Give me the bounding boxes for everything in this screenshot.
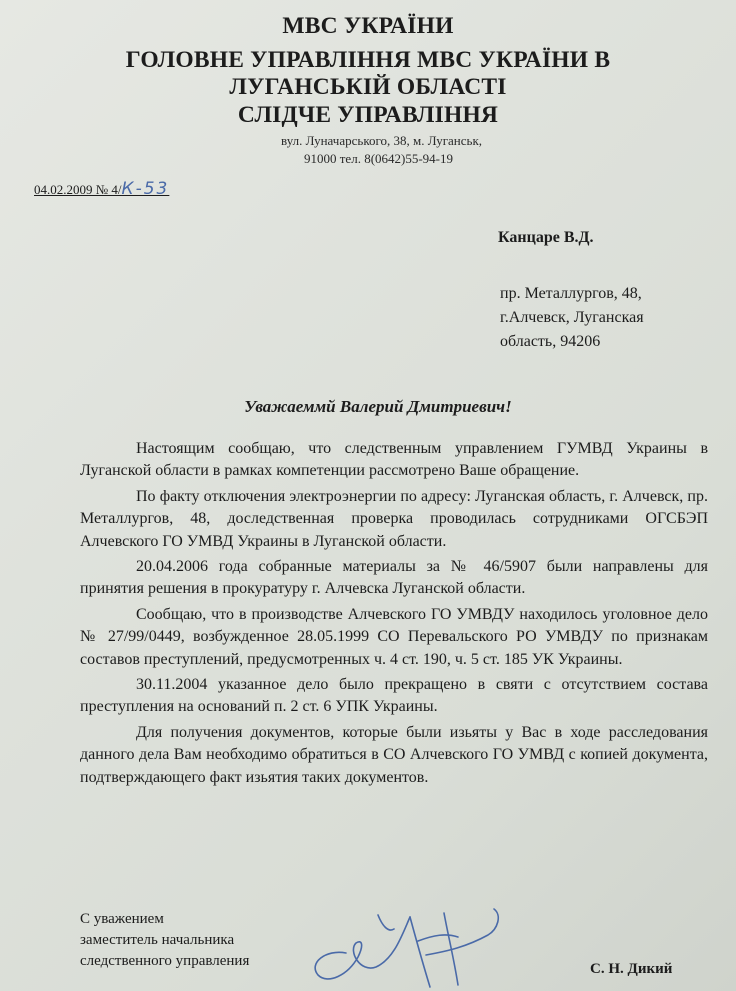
recipient-address-region: область, 94206	[500, 333, 601, 350]
letterhead-department: СЛІДЧЕ УПРАВЛІННЯ	[237, 102, 499, 128]
letter-body	[80, 438, 708, 792]
letterhead-address-street: вул. Луначарського, 38, м. Луганськ,	[281, 133, 483, 148]
letterhead-directorate: ГОЛОВНЕ УПРАВЛІННЯ МВС УКРАЇНИ В	[125, 47, 611, 73]
closing-regards: С уважением	[80, 911, 164, 927]
handwritten-signature	[298, 895, 528, 991]
recipient-name: Канцаре В.Д.	[498, 229, 594, 246]
reference-handwritten-number: К-53	[121, 179, 170, 199]
body-paragraph: 20.04.2006 года собранные материалы за № 46/5907 были направлены для принятия решения в прокуратуру г. Алчевска Луганской области.	[80, 558, 708, 598]
body-paragraph: Настоящим сообщаю, что следственным управлением ГУМВД Украины в Луганской области в рамках компетенции рассмотрено Ваше обращение.	[80, 440, 708, 480]
recipient-address	[500, 282, 644, 354]
body-paragraph: По факту отключения электроэнергии по адресу: Луганская область, г. Алчевск, пр. Металлургов, 48, доследственная проверка проводилась сотрудниками ОГСБЭП Алчевского ГО УМВД Украины в Луганской области.	[80, 487, 708, 550]
letterhead-address-phone: 91000 тел. 8(0642)55-94-19	[304, 151, 454, 166]
body-paragraph: Для получения документов, которые были изьяты у Вас в ходе расследования данного дела Вам необходимо обратиться в СО Алчевского ГО УМВД с копией документа, подтверждающего факт изьятия таких документов.	[80, 723, 708, 786]
signer-name: С. Н. Дикий	[590, 961, 673, 977]
salutation: Уважаеммй Валерий Дмитриевич!	[244, 397, 512, 416]
recipient-address-street: пр. Металлургов, 48,	[500, 285, 642, 302]
closing-block	[80, 909, 249, 972]
outgoing-reference	[34, 180, 169, 199]
closing-position-line2: следственного управления	[80, 953, 250, 969]
closing-position-line1: заместитель начальника	[80, 932, 235, 948]
recipient-address-city: г.Алчевск, Луганская	[500, 309, 644, 326]
body-paragraph: Сообщаю, что в производстве Алчевского ГО УМВДУ находилось уголовное дело № 27/99/0449, возбужденное 28.05.1999 СО Перевальского РО УМВДУ по признакам составов преступлений, предусмотренных ч. 4 ст. 190, ч. 5 ст. 185 УК Украины.	[80, 605, 708, 668]
body-paragraph: 30.11.2004 указанное дело было прекращено в святи с отсутствием состава преступления на оснований п. 2 ст. 6 УПК Украины.	[80, 676, 708, 716]
letterhead-region: ЛУГАНСЬКІЙ ОБЛАСТІ	[229, 74, 507, 100]
letterhead-ministry: МВС УКРАЇНИ	[282, 13, 454, 39]
reference-date-number: 04.02.2009 № 4/	[34, 182, 122, 197]
